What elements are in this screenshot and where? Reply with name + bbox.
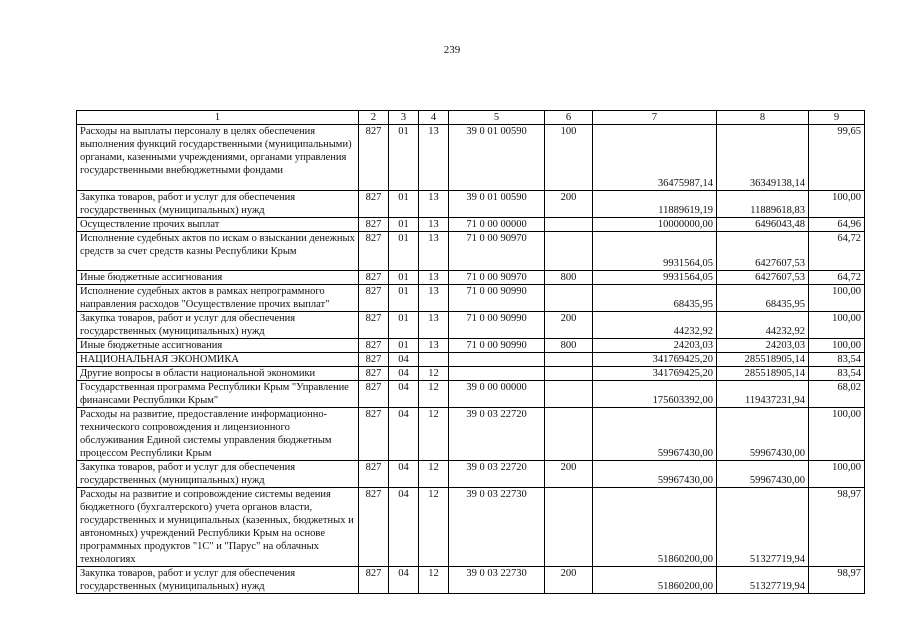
cell-ministry: 827	[359, 408, 389, 461]
table-row	[77, 367, 865, 381]
cell-section: 01	[389, 191, 419, 218]
cell-section: 04	[389, 567, 419, 594]
cell-approved-amount: 341769425,20	[593, 367, 717, 381]
cell-section: 01	[389, 339, 419, 353]
cell-target-item: 71 0 00 90990	[449, 285, 545, 312]
budget-table	[76, 110, 865, 594]
table-row	[77, 218, 865, 232]
cell-expense-type: 200	[545, 312, 593, 339]
cell-target-item: 71 0 00 90990	[449, 312, 545, 339]
cell-name: Осуществление прочих выплат	[77, 218, 359, 232]
cell-expense-type	[545, 367, 593, 381]
cell-subsection: 12	[419, 408, 449, 461]
cell-expense-type: 100	[545, 125, 593, 191]
cell-name: Расходы на развитие, предоставление информационно-технического сопровождения и лицензионного обслуживания Единой системы управления бюджетным процессом Республики Крым	[77, 408, 359, 461]
cell-name: Исполнение судебных актов в рамках непрограммного направления расходов "Осуществление прочих выплат"	[77, 285, 359, 312]
cell-name: Закупка товаров, работ и услуг для обеспечения государственных (муниципальных) нужд	[77, 567, 359, 594]
cell-target-item: 39 0 03 22730	[449, 488, 545, 567]
cell-percent: 100,00	[809, 339, 865, 353]
cell-section: 04	[389, 353, 419, 367]
table-row	[77, 125, 865, 191]
cell-percent: 98,97	[809, 567, 865, 594]
cell-expense-type: 200	[545, 191, 593, 218]
cell-name: Расходы на развитие и сопровождение системы ведения бюджетного (бухгалтерского) учета органов власти, государственных и муниципальных (казенных, бюджетных и автономных) учреждений Республики Крым на основе программных продуктов "1С" и "Парус" на облачных технологиях	[77, 488, 359, 567]
cell-name: Закупка товаров, работ и услуг для обеспечения государственных (муниципальных) нужд	[77, 191, 359, 218]
cell-ministry: 827	[359, 488, 389, 567]
cell-executed-amount: 285518905,14	[717, 367, 809, 381]
cell-ministry: 827	[359, 232, 389, 271]
cell-ministry: 827	[359, 191, 389, 218]
cell-ministry: 827	[359, 381, 389, 408]
page-number: 239	[443, 44, 461, 56]
table-row	[77, 381, 865, 408]
cell-approved-amount: 51860200,00	[593, 567, 717, 594]
cell-executed-amount: 6496043,48	[717, 218, 809, 232]
table-row	[77, 312, 865, 339]
cell-approved-amount: 11889619,19	[593, 191, 717, 218]
cell-approved-amount: 36475987,14	[593, 125, 717, 191]
cell-percent: 83,54	[809, 353, 865, 367]
cell-section: 01	[389, 125, 419, 191]
cell-target-item: 39 0 03 22720	[449, 408, 545, 461]
cell-approved-amount: 9931564,05	[593, 271, 717, 285]
column-header: 7	[593, 111, 717, 125]
cell-name: Закупка товаров, работ и услуг для обеспечения государственных (муниципальных) нужд	[77, 461, 359, 488]
column-header: 4	[419, 111, 449, 125]
cell-subsection: 12	[419, 367, 449, 381]
cell-expense-type: 800	[545, 271, 593, 285]
cell-expense-type	[545, 488, 593, 567]
column-header: 5	[449, 111, 545, 125]
cell-approved-amount: 59967430,00	[593, 461, 717, 488]
table-row	[77, 353, 865, 367]
cell-executed-amount: 59967430,00	[717, 408, 809, 461]
cell-ministry: 827	[359, 339, 389, 353]
cell-expense-type	[545, 381, 593, 408]
cell-expense-type: 200	[545, 461, 593, 488]
table-row	[77, 191, 865, 218]
table-row	[77, 232, 865, 271]
cell-executed-amount: 51327719,94	[717, 488, 809, 567]
cell-subsection: 13	[419, 271, 449, 285]
cell-section: 04	[389, 381, 419, 408]
cell-target-item: 39 0 00 00000	[449, 381, 545, 408]
cell-ministry: 827	[359, 271, 389, 285]
cell-ministry: 827	[359, 367, 389, 381]
cell-subsection: 13	[419, 191, 449, 218]
cell-approved-amount: 68435,95	[593, 285, 717, 312]
cell-executed-amount: 59967430,00	[717, 461, 809, 488]
column-header: 6	[545, 111, 593, 125]
cell-percent: 100,00	[809, 191, 865, 218]
cell-target-item: 39 0 03 22720	[449, 461, 545, 488]
cell-subsection	[419, 353, 449, 367]
column-header: 3	[389, 111, 419, 125]
cell-subsection: 12	[419, 567, 449, 594]
column-header: 9	[809, 111, 865, 125]
cell-section: 01	[389, 232, 419, 271]
cell-executed-amount: 68435,95	[717, 285, 809, 312]
cell-approved-amount: 175603392,00	[593, 381, 717, 408]
cell-target-item: 71 0 00 00000	[449, 218, 545, 232]
cell-section: 01	[389, 271, 419, 285]
cell-name: Иные бюджетные ассигнования	[77, 271, 359, 285]
cell-name: Закупка товаров, работ и услуг для обеспечения государственных (муниципальных) нужд	[77, 312, 359, 339]
cell-approved-amount: 9931564,05	[593, 232, 717, 271]
cell-executed-amount: 6427607,53	[717, 232, 809, 271]
cell-subsection: 13	[419, 218, 449, 232]
cell-percent: 83,54	[809, 367, 865, 381]
table-row	[77, 488, 865, 567]
cell-percent: 68,02	[809, 381, 865, 408]
cell-subsection: 13	[419, 232, 449, 271]
cell-expense-type	[545, 353, 593, 367]
cell-percent: 64,72	[809, 232, 865, 271]
cell-expense-type: 200	[545, 567, 593, 594]
cell-expense-type	[545, 218, 593, 232]
cell-name: Расходы на выплаты персоналу в целях обеспечения выполнения функций государственными (муниципальными) органами, казенными учреждениями, органами управления государственными внебюджетными фондами	[77, 125, 359, 191]
cell-section: 04	[389, 461, 419, 488]
cell-executed-amount: 36349138,14	[717, 125, 809, 191]
cell-percent: 100,00	[809, 461, 865, 488]
table-row	[77, 271, 865, 285]
cell-percent: 100,00	[809, 408, 865, 461]
cell-approved-amount: 341769425,20	[593, 353, 717, 367]
cell-expense-type: 800	[545, 339, 593, 353]
cell-percent: 64,72	[809, 271, 865, 285]
cell-executed-amount: 51327719,94	[717, 567, 809, 594]
column-header: 2	[359, 111, 389, 125]
cell-executed-amount: 285518905,14	[717, 353, 809, 367]
table-row	[77, 567, 865, 594]
table-row	[77, 339, 865, 353]
cell-target-item: 71 0 00 90970	[449, 271, 545, 285]
cell-percent: 64,96	[809, 218, 865, 232]
cell-percent: 98,97	[809, 488, 865, 567]
cell-subsection: 13	[419, 285, 449, 312]
cell-subsection: 12	[419, 461, 449, 488]
cell-section: 01	[389, 285, 419, 312]
cell-name: Государственная программа Республики Крым "Управление финансами Республики Крым"	[77, 381, 359, 408]
cell-target-item: 71 0 00 90970	[449, 232, 545, 271]
cell-expense-type	[545, 232, 593, 271]
cell-subsection: 12	[419, 488, 449, 567]
cell-ministry: 827	[359, 285, 389, 312]
cell-section: 01	[389, 218, 419, 232]
cell-ministry: 827	[359, 353, 389, 367]
cell-subsection: 13	[419, 339, 449, 353]
cell-approved-amount: 24203,03	[593, 339, 717, 353]
cell-target-item: 39 0 03 22730	[449, 567, 545, 594]
cell-executed-amount: 6427607,53	[717, 271, 809, 285]
cell-ministry: 827	[359, 312, 389, 339]
cell-approved-amount: 44232,92	[593, 312, 717, 339]
column-header: 1	[77, 111, 359, 125]
cell-approved-amount: 10000000,00	[593, 218, 717, 232]
cell-executed-amount: 24203,03	[717, 339, 809, 353]
cell-expense-type	[545, 285, 593, 312]
cell-expense-type	[545, 408, 593, 461]
cell-target-item	[449, 367, 545, 381]
cell-percent: 100,00	[809, 285, 865, 312]
cell-target-item: 71 0 00 90990	[449, 339, 545, 353]
cell-executed-amount: 11889618,83	[717, 191, 809, 218]
cell-name: НАЦИОНАЛЬНАЯ ЭКОНОМИКА	[77, 353, 359, 367]
table-header-row	[77, 111, 865, 125]
cell-approved-amount: 59967430,00	[593, 408, 717, 461]
cell-name: Другие вопросы в области национальной экономики	[77, 367, 359, 381]
cell-approved-amount: 51860200,00	[593, 488, 717, 567]
cell-target-item	[449, 353, 545, 367]
cell-subsection: 13	[419, 125, 449, 191]
cell-executed-amount: 119437231,94	[717, 381, 809, 408]
table-row	[77, 408, 865, 461]
cell-ministry: 827	[359, 218, 389, 232]
cell-subsection: 13	[419, 312, 449, 339]
cell-ministry: 827	[359, 125, 389, 191]
table-row	[77, 461, 865, 488]
cell-target-item: 39 0 01 00590	[449, 191, 545, 218]
cell-executed-amount: 44232,92	[717, 312, 809, 339]
cell-percent: 99,65	[809, 125, 865, 191]
cell-section: 01	[389, 312, 419, 339]
cell-ministry: 827	[359, 567, 389, 594]
column-header: 8	[717, 111, 809, 125]
cell-subsection: 12	[419, 381, 449, 408]
cell-percent: 100,00	[809, 312, 865, 339]
cell-section: 04	[389, 408, 419, 461]
cell-ministry: 827	[359, 461, 389, 488]
cell-section: 04	[389, 367, 419, 381]
cell-name: Исполнение судебных актов по искам о взыскании денежных средств за счет средств казны Республики Крым	[77, 232, 359, 271]
cell-section: 04	[389, 488, 419, 567]
cell-name: Иные бюджетные ассигнования	[77, 339, 359, 353]
cell-target-item: 39 0 01 00590	[449, 125, 545, 191]
table-row	[77, 285, 865, 312]
